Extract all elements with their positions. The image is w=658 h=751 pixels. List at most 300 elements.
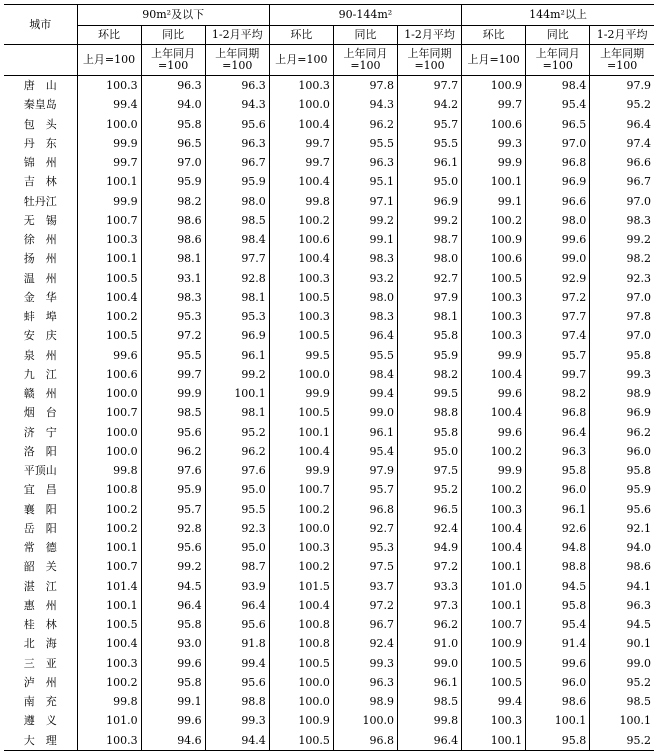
subheader-yoy: 同比 — [526, 26, 590, 45]
city-name: 北 海 — [23, 637, 57, 651]
value-cell: 100.3 — [77, 230, 141, 249]
value-cell: 100.5 — [269, 326, 333, 345]
value-cell: 98.3 — [333, 249, 397, 268]
value-cell: 99.9 — [141, 384, 205, 403]
value-cell: 92.7 — [333, 519, 397, 538]
value-cell: 100.3 — [77, 76, 141, 96]
value-cell: 96.3 — [526, 442, 590, 461]
value-cell: 97.8 — [333, 76, 397, 96]
table-row — [4, 538, 654, 557]
value-cell: 100.0 — [269, 673, 333, 692]
value-cell: 99.6 — [77, 346, 141, 365]
value-cell: 100.6 — [269, 230, 333, 249]
value-cell: 95.8 — [398, 423, 462, 442]
value-cell: 100.1 — [462, 557, 526, 576]
city-name: 宜 昌 — [23, 483, 57, 497]
table-row — [4, 577, 654, 596]
value-cell: 96.9 — [590, 403, 654, 422]
value-cell: 100.4 — [77, 634, 141, 653]
value-cell: 96.8 — [333, 731, 397, 751]
value-cell: 97.2 — [141, 326, 205, 345]
value-cell: 101.5 — [269, 577, 333, 596]
value-cell: 96.3 — [590, 596, 654, 615]
value-cell: 101.4 — [77, 577, 141, 596]
value-cell: 100.1 — [77, 172, 141, 191]
value-cell: 96.3 — [141, 76, 205, 96]
value-cell: 100.5 — [462, 269, 526, 288]
value-cell: 96.2 — [205, 442, 269, 461]
value-cell: 98.3 — [141, 288, 205, 307]
value-cell: 100.2 — [269, 557, 333, 576]
city-name: 无 锡 — [23, 213, 57, 227]
value-cell: 100.5 — [269, 403, 333, 422]
value-cell: 95.8 — [590, 461, 654, 480]
value-cell: 100.3 — [462, 288, 526, 307]
base-mom: 上月=100 — [77, 45, 141, 76]
value-cell: 100.0 — [77, 115, 141, 134]
table-row — [4, 692, 654, 711]
value-cell: 96.4 — [590, 115, 654, 134]
value-cell: 100.9 — [462, 76, 526, 96]
value-cell: 99.9 — [462, 153, 526, 172]
value-cell: 98.1 — [141, 249, 205, 268]
value-cell: 95.2 — [590, 731, 654, 751]
group-header-large: 144m²以上 — [462, 5, 654, 26]
value-cell: 96.8 — [333, 500, 397, 519]
value-cell: 98.8 — [526, 557, 590, 576]
value-cell: 100.2 — [77, 307, 141, 326]
value-cell: 96.4 — [333, 326, 397, 345]
city-name: 牡丹江 — [23, 194, 57, 208]
city-name: 赣 州 — [23, 387, 57, 400]
table-row — [4, 384, 654, 403]
table-row — [4, 480, 654, 499]
value-cell: 94.9 — [398, 538, 462, 557]
value-cell: 96.3 — [333, 673, 397, 692]
value-cell: 97.2 — [333, 596, 397, 615]
city-name: 桂 林 — [23, 618, 57, 631]
value-cell: 95.6 — [205, 115, 269, 134]
value-cell: 100.3 — [269, 269, 333, 288]
value-cell: 95.5 — [205, 500, 269, 519]
city-name: 洛 阳 — [23, 444, 57, 458]
value-cell: 95.3 — [141, 307, 205, 326]
value-cell: 93.7 — [333, 577, 397, 596]
city-name: 泸 州 — [23, 675, 57, 689]
value-cell: 99.2 — [141, 557, 205, 576]
city-name: 常 德 — [23, 541, 57, 554]
value-cell: 92.1 — [590, 519, 654, 538]
value-cell: 96.1 — [205, 346, 269, 365]
value-cell: 95.7 — [333, 480, 397, 499]
value-cell: 99.8 — [77, 692, 141, 711]
value-cell: 98.0 — [205, 192, 269, 211]
value-cell: 100.3 — [462, 326, 526, 345]
table-row — [4, 461, 654, 480]
table-row — [4, 269, 654, 288]
city-name: 温 州 — [23, 271, 57, 285]
city-name: 韶 关 — [23, 560, 57, 574]
value-cell: 99.6 — [526, 654, 590, 673]
value-cell: 99.2 — [398, 211, 462, 230]
value-cell: 99.7 — [462, 95, 526, 114]
value-cell: 100.7 — [77, 211, 141, 230]
value-cell: 95.9 — [141, 172, 205, 191]
value-cell: 100.4 — [269, 596, 333, 615]
value-cell: 99.1 — [141, 692, 205, 711]
value-cell: 100.3 — [77, 731, 141, 751]
value-cell: 94.3 — [205, 95, 269, 114]
value-cell: 100.8 — [77, 480, 141, 499]
value-cell: 98.0 — [333, 288, 397, 307]
subheader-mom: 环比 — [77, 26, 141, 45]
value-cell: 99.5 — [398, 384, 462, 403]
value-cell: 95.9 — [398, 346, 462, 365]
value-cell: 99.2 — [333, 211, 397, 230]
value-cell: 93.3 — [398, 577, 462, 596]
value-cell: 99.4 — [462, 692, 526, 711]
value-cell: 91.8 — [205, 634, 269, 653]
subheader-mom: 环比 — [462, 26, 526, 45]
value-cell: 99.4 — [205, 654, 269, 673]
value-cell: 100.3 — [462, 711, 526, 730]
city-name: 金 华 — [23, 290, 57, 304]
value-cell: 98.6 — [526, 692, 590, 711]
value-cell: 96.0 — [526, 480, 590, 499]
value-cell: 94.4 — [205, 731, 269, 751]
value-cell: 96.3 — [205, 134, 269, 153]
value-cell: 99.8 — [269, 192, 333, 211]
city-name: 襄 阳 — [23, 502, 57, 516]
value-cell: 100.1 — [462, 596, 526, 615]
table-row — [4, 519, 654, 538]
table-body — [4, 76, 654, 751]
city-name: 徐 州 — [23, 233, 57, 246]
value-cell: 99.9 — [269, 384, 333, 403]
value-cell: 100.5 — [269, 654, 333, 673]
value-cell: 100.4 — [462, 365, 526, 384]
value-cell: 95.0 — [205, 538, 269, 557]
value-cell: 95.8 — [398, 326, 462, 345]
value-cell: 93.2 — [333, 269, 397, 288]
city-name: 岳 阳 — [23, 521, 57, 535]
value-cell: 98.5 — [141, 403, 205, 422]
value-cell: 92.8 — [205, 269, 269, 288]
value-cell: 100.1 — [590, 711, 654, 730]
table-row — [4, 365, 654, 384]
value-cell: 94.6 — [141, 731, 205, 751]
value-cell: 99.6 — [462, 384, 526, 403]
value-cell: 96.1 — [398, 673, 462, 692]
value-cell: 100.4 — [462, 538, 526, 557]
value-cell: 95.2 — [590, 673, 654, 692]
value-cell: 98.5 — [590, 692, 654, 711]
table-row — [4, 442, 654, 461]
value-cell: 97.0 — [590, 288, 654, 307]
value-cell: 99.3 — [333, 654, 397, 673]
value-cell: 94.5 — [590, 615, 654, 634]
value-cell: 95.4 — [526, 615, 590, 634]
value-cell: 97.0 — [590, 192, 654, 211]
city-name: 惠 州 — [23, 598, 57, 612]
value-cell: 96.1 — [398, 153, 462, 172]
value-cell: 96.2 — [141, 442, 205, 461]
table-row — [4, 230, 654, 249]
value-cell: 96.5 — [141, 134, 205, 153]
value-cell: 95.3 — [333, 538, 397, 557]
value-cell: 97.3 — [398, 596, 462, 615]
value-cell: 100.2 — [77, 519, 141, 538]
value-cell: 97.9 — [590, 76, 654, 96]
table-row — [4, 634, 654, 653]
subheader-avg: 1-2月平均 — [205, 26, 269, 45]
value-cell: 95.2 — [398, 480, 462, 499]
value-cell: 96.5 — [398, 500, 462, 519]
base-mom: 上月=100 — [269, 45, 333, 76]
base-yoy: 上年同月=100 — [141, 45, 205, 76]
base-yoy: 上年同月=100 — [526, 45, 590, 76]
value-cell: 98.2 — [398, 365, 462, 384]
value-cell: 95.5 — [333, 134, 397, 153]
base-mom: 上月=100 — [462, 45, 526, 76]
value-cell: 96.0 — [590, 442, 654, 461]
city-name: 扬 州 — [23, 252, 57, 266]
value-cell: 100.4 — [77, 288, 141, 307]
value-cell: 100.4 — [269, 172, 333, 191]
value-cell: 97.9 — [398, 288, 462, 307]
value-cell: 100.3 — [462, 307, 526, 326]
value-cell: 96.4 — [205, 596, 269, 615]
city-name: 济 宁 — [23, 425, 57, 439]
value-cell: 99.8 — [398, 711, 462, 730]
value-cell: 100.3 — [269, 76, 333, 96]
value-cell: 96.1 — [526, 500, 590, 519]
price-index-table-container — [4, 4, 654, 751]
value-cell: 99.6 — [141, 711, 205, 730]
value-cell: 96.2 — [398, 615, 462, 634]
value-cell: 96.9 — [205, 326, 269, 345]
city-name: 安 庆 — [23, 329, 57, 343]
value-cell: 100.1 — [269, 423, 333, 442]
price-index-table — [4, 4, 654, 751]
city-name: 烟 台 — [23, 406, 57, 420]
value-cell: 99.3 — [590, 365, 654, 384]
value-cell: 94.5 — [526, 577, 590, 596]
value-cell: 100.0 — [269, 365, 333, 384]
subheader-mom: 环比 — [269, 26, 333, 45]
value-cell: 98.4 — [333, 365, 397, 384]
value-cell: 100.4 — [462, 403, 526, 422]
value-cell: 97.4 — [590, 134, 654, 153]
value-cell: 94.0 — [141, 95, 205, 114]
value-cell: 95.1 — [333, 172, 397, 191]
table-row — [4, 557, 654, 576]
value-cell: 101.0 — [77, 711, 141, 730]
value-cell: 100.3 — [269, 307, 333, 326]
value-cell: 100.0 — [333, 711, 397, 730]
value-cell: 90.1 — [590, 634, 654, 653]
value-cell: 92.4 — [398, 519, 462, 538]
value-cell: 100.9 — [462, 634, 526, 653]
value-cell: 97.6 — [205, 461, 269, 480]
table-row — [4, 596, 654, 615]
value-cell: 96.7 — [333, 615, 397, 634]
base-avg: 上年同期=100 — [205, 45, 269, 76]
table-row — [4, 288, 654, 307]
value-cell: 100.2 — [269, 211, 333, 230]
value-cell: 96.6 — [590, 153, 654, 172]
value-cell: 95.3 — [205, 307, 269, 326]
base-avg: 上年同期=100 — [398, 45, 462, 76]
value-cell: 98.8 — [398, 403, 462, 422]
value-cell: 98.1 — [205, 403, 269, 422]
value-cell: 96.7 — [590, 172, 654, 191]
value-cell: 95.5 — [141, 346, 205, 365]
value-cell: 91.4 — [526, 634, 590, 653]
value-cell: 98.4 — [205, 230, 269, 249]
table-header — [4, 5, 654, 76]
value-cell: 100.3 — [269, 538, 333, 557]
value-cell: 95.8 — [141, 615, 205, 634]
value-cell: 95.6 — [590, 500, 654, 519]
value-cell: 98.6 — [141, 230, 205, 249]
value-cell: 99.9 — [77, 192, 141, 211]
subheader-yoy: 同比 — [141, 26, 205, 45]
value-cell: 99.5 — [269, 346, 333, 365]
city-name: 蚌 埠 — [23, 310, 57, 323]
value-cell: 100.5 — [77, 269, 141, 288]
city-name: 秦皇岛 — [23, 98, 57, 112]
value-cell: 100.5 — [269, 288, 333, 307]
base-yoy: 上年同月=100 — [333, 45, 397, 76]
value-cell: 96.9 — [526, 172, 590, 191]
table-row — [4, 654, 654, 673]
subheader-yoy: 同比 — [333, 26, 397, 45]
city-name: 大 理 — [4, 731, 77, 751]
value-cell: 97.8 — [590, 307, 654, 326]
value-cell: 100.1 — [462, 172, 526, 191]
value-cell: 100.7 — [77, 403, 141, 422]
value-cell: 100.1 — [77, 538, 141, 557]
group-header-medium: 90-144m² — [269, 5, 461, 26]
value-cell: 96.2 — [333, 115, 397, 134]
value-cell: 99.8 — [77, 461, 141, 480]
value-cell: 98.1 — [398, 307, 462, 326]
value-cell: 95.6 — [205, 615, 269, 634]
value-cell: 97.7 — [205, 249, 269, 268]
table-row — [4, 673, 654, 692]
base-avg: 上年同期=100 — [590, 45, 654, 76]
value-cell: 101.0 — [462, 577, 526, 596]
value-cell: 100.7 — [269, 480, 333, 499]
value-cell: 100.8 — [269, 615, 333, 634]
value-cell: 95.2 — [205, 423, 269, 442]
value-cell: 100.0 — [269, 692, 333, 711]
value-cell: 94.8 — [526, 538, 590, 557]
value-cell: 95.8 — [141, 673, 205, 692]
value-cell: 100.9 — [462, 230, 526, 249]
city-name: 南 充 — [23, 695, 57, 708]
value-cell: 99.0 — [398, 654, 462, 673]
value-cell: 98.2 — [590, 249, 654, 268]
value-cell: 99.0 — [590, 654, 654, 673]
value-cell: 100.2 — [462, 442, 526, 461]
value-cell: 100.5 — [462, 654, 526, 673]
value-cell: 93.0 — [141, 634, 205, 653]
value-cell: 100.5 — [462, 673, 526, 692]
value-cell: 92.9 — [526, 269, 590, 288]
value-cell: 95.4 — [526, 95, 590, 114]
value-cell: 100.2 — [77, 500, 141, 519]
value-cell: 98.0 — [526, 211, 590, 230]
value-cell: 95.8 — [141, 115, 205, 134]
city-name: 包 头 — [23, 117, 57, 131]
table-row — [4, 115, 654, 134]
value-cell: 99.4 — [77, 95, 141, 114]
table-row — [4, 423, 654, 442]
value-cell: 97.2 — [398, 557, 462, 576]
value-cell: 100.4 — [462, 519, 526, 538]
value-cell: 100.6 — [77, 365, 141, 384]
value-cell: 92.6 — [526, 519, 590, 538]
value-cell: 99.7 — [269, 134, 333, 153]
value-cell: 99.1 — [462, 192, 526, 211]
value-cell: 98.0 — [398, 249, 462, 268]
city-name: 遵 义 — [23, 714, 57, 728]
value-cell: 94.0 — [590, 538, 654, 557]
value-cell: 97.1 — [333, 192, 397, 211]
value-cell: 98.3 — [333, 307, 397, 326]
value-cell: 95.8 — [590, 346, 654, 365]
value-cell: 100.8 — [269, 634, 333, 653]
table-row — [4, 307, 654, 326]
table-row — [4, 403, 654, 422]
city-name: 泉 州 — [23, 348, 57, 362]
value-cell: 95.9 — [205, 172, 269, 191]
value-cell: 96.3 — [333, 153, 397, 172]
value-cell: 93.9 — [205, 577, 269, 596]
value-cell: 99.1 — [333, 230, 397, 249]
value-cell: 98.5 — [398, 692, 462, 711]
city-name: 丹 东 — [23, 136, 57, 150]
value-cell: 92.4 — [333, 634, 397, 653]
table-row — [4, 500, 654, 519]
value-cell: 97.5 — [398, 461, 462, 480]
value-cell: 95.9 — [590, 480, 654, 499]
value-cell: 100.6 — [462, 249, 526, 268]
value-cell: 99.6 — [462, 423, 526, 442]
table-row — [4, 192, 654, 211]
value-cell: 99.2 — [205, 365, 269, 384]
value-cell: 99.2 — [590, 230, 654, 249]
value-cell: 100.4 — [269, 115, 333, 134]
value-cell: 96.1 — [333, 423, 397, 442]
value-cell: 96.9 — [398, 192, 462, 211]
value-cell: 95.0 — [398, 442, 462, 461]
value-cell: 96.2 — [590, 423, 654, 442]
value-cell: 99.7 — [269, 153, 333, 172]
value-cell: 100.2 — [462, 211, 526, 230]
value-cell: 97.7 — [398, 76, 462, 96]
city-name: 平顶山 — [23, 464, 57, 477]
table-row — [4, 153, 654, 172]
value-cell: 99.7 — [141, 365, 205, 384]
value-cell: 100.2 — [462, 480, 526, 499]
value-cell: 98.4 — [526, 76, 590, 96]
value-cell: 98.6 — [141, 211, 205, 230]
value-cell: 98.6 — [590, 557, 654, 576]
value-cell: 100.2 — [269, 500, 333, 519]
